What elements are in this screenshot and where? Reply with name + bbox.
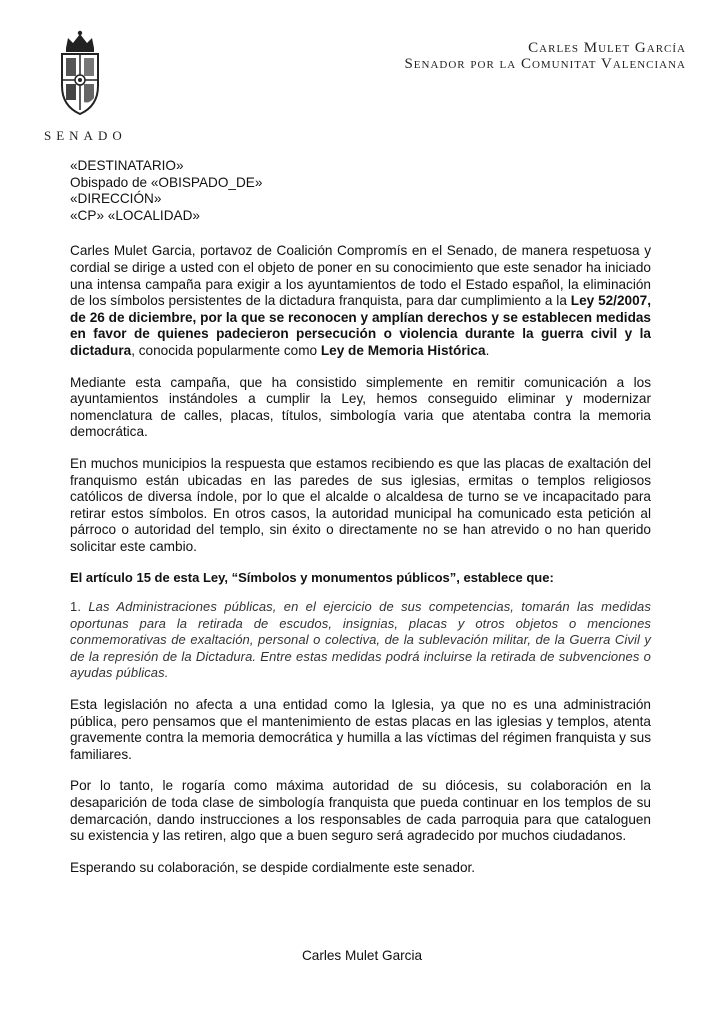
address-line: «CP» «LOCALIDAD»: [70, 207, 200, 223]
paragraph-church: Esta legislación no afecta a una entidad como la Iglesia, ya que no es una administración pública, pero pensamos que el mantenimiento de estas placas en las iglesias y templos, atenta gravemente contra la memoria democrática y humilla a las víctimas del régimen franquista y sus familiares.: [70, 697, 651, 762]
paragraph-request: Por lo tanto, le rogaría como máxima autoridad de su diócesis, su colaboración en la desaparición de toda clase de simbología franquista que pueda continuar en los templos de su demarcación, dando instrucciones a los responsables de cada parroquia para que cataloguen su existencia y las retiren, algo que a buen seguro será agradecido por muchos ciudadanos.: [70, 778, 651, 844]
address-line: «DESTINATARIO»: [70, 158, 184, 173]
sender-header: [404, 40, 686, 72]
letter-body: [70, 158, 651, 891]
senado-coat-of-arms: [46, 30, 114, 116]
article-heading: El artículo 15 de esta Ley, “Símbolos y monumentos públicos”, establece que:: [70, 570, 554, 586]
law-reference: Ley 52/2007, de 26 de diciembre, por la que se reconocen y amplían derechos y se establecen medidas en favor de quienes padecieron persecución o violencia durante la guerra civil y la dictadura: [70, 293, 651, 358]
institution-name: SENADO: [44, 128, 127, 143]
address-line: «DIRECCIÓN»: [70, 191, 162, 207]
paragraph-campaign: Mediante esta campaña, que ha consistido simplemente en remitir comunicación a los ayuntamientos instándoles a cumplir la Ley, hemos conseguido eliminar y modernizar nomenclatura de calles, placas, títulos, simbología varia que atentaba contra la memoria democrática.: [70, 374, 651, 440]
recipient-address: [70, 158, 651, 224]
address-line: Obispado de «OBISPADO_DE»: [70, 174, 263, 190]
sender-name: Carles Mulet García: [528, 40, 686, 56]
sender-title: Senador por la Comunitat Valenciana: [404, 56, 686, 72]
closing-line: Esperando su colaboración, se despide cordialmente este senador.: [70, 859, 476, 875]
paragraph-intro: Carles Mulet Garcia, portavoz de Coalición Compromís en el Senado, de manera respetuosa y cordial se dirige a usted con el objeto de poner en su conocimiento que este senador ha iniciado una intensa campaña para exigir a los ayuntamientos de todo el Estado español, la eliminación de los símbolos persistentes de la dictadura franquista, para dar cumplimiento a la Ley 52/2007, de 26 de diciembre, por la que se reconocen y amplían derechos y se establecen medidas en favor de quienes padecieron persecución o violencia durante la guerra civil y la dictadura, conocida popularmente como Ley de Memoria Histórica.: [70, 243, 651, 358]
coat-of-arms-icon: [56, 30, 104, 116]
article-quote: 1. Las Administraciones públicas, en el ejercicio de sus competencias, tomarán las medidas oportunas para la retirada de escudos, insignias, placas y otros objetos o menciones conmemorativas de exaltación, personal o colectiva, de la sublevación militar, de la Guerra Civil y de la represión de la Dictadura. Entre estas medidas podrá incluirse la retirada de subvenciones o ayudas públicas.: [70, 599, 651, 681]
signature-name: Carles Mulet Garcia: [301, 948, 423, 963]
law-popular-name: Ley de Memoria Histórica: [320, 342, 486, 358]
paragraph-municipalities: En muchos municipios la respuesta que estamos recibiendo es que las placas de exaltación del franquismo están ubicadas en las paredes de sus iglesias, ermitas o templos religiosos católicos de diversa índole, por lo que el alcalde o alcaldesa de turno se ve incapacitado para retirar estos símbolos. En otros casos, la autoridad municipal ha comunicado esta petición al párroco o autoridad del templo, sin éxito o directamente no se han atrevido o no han querido solicitar este cambio.: [70, 455, 651, 554]
